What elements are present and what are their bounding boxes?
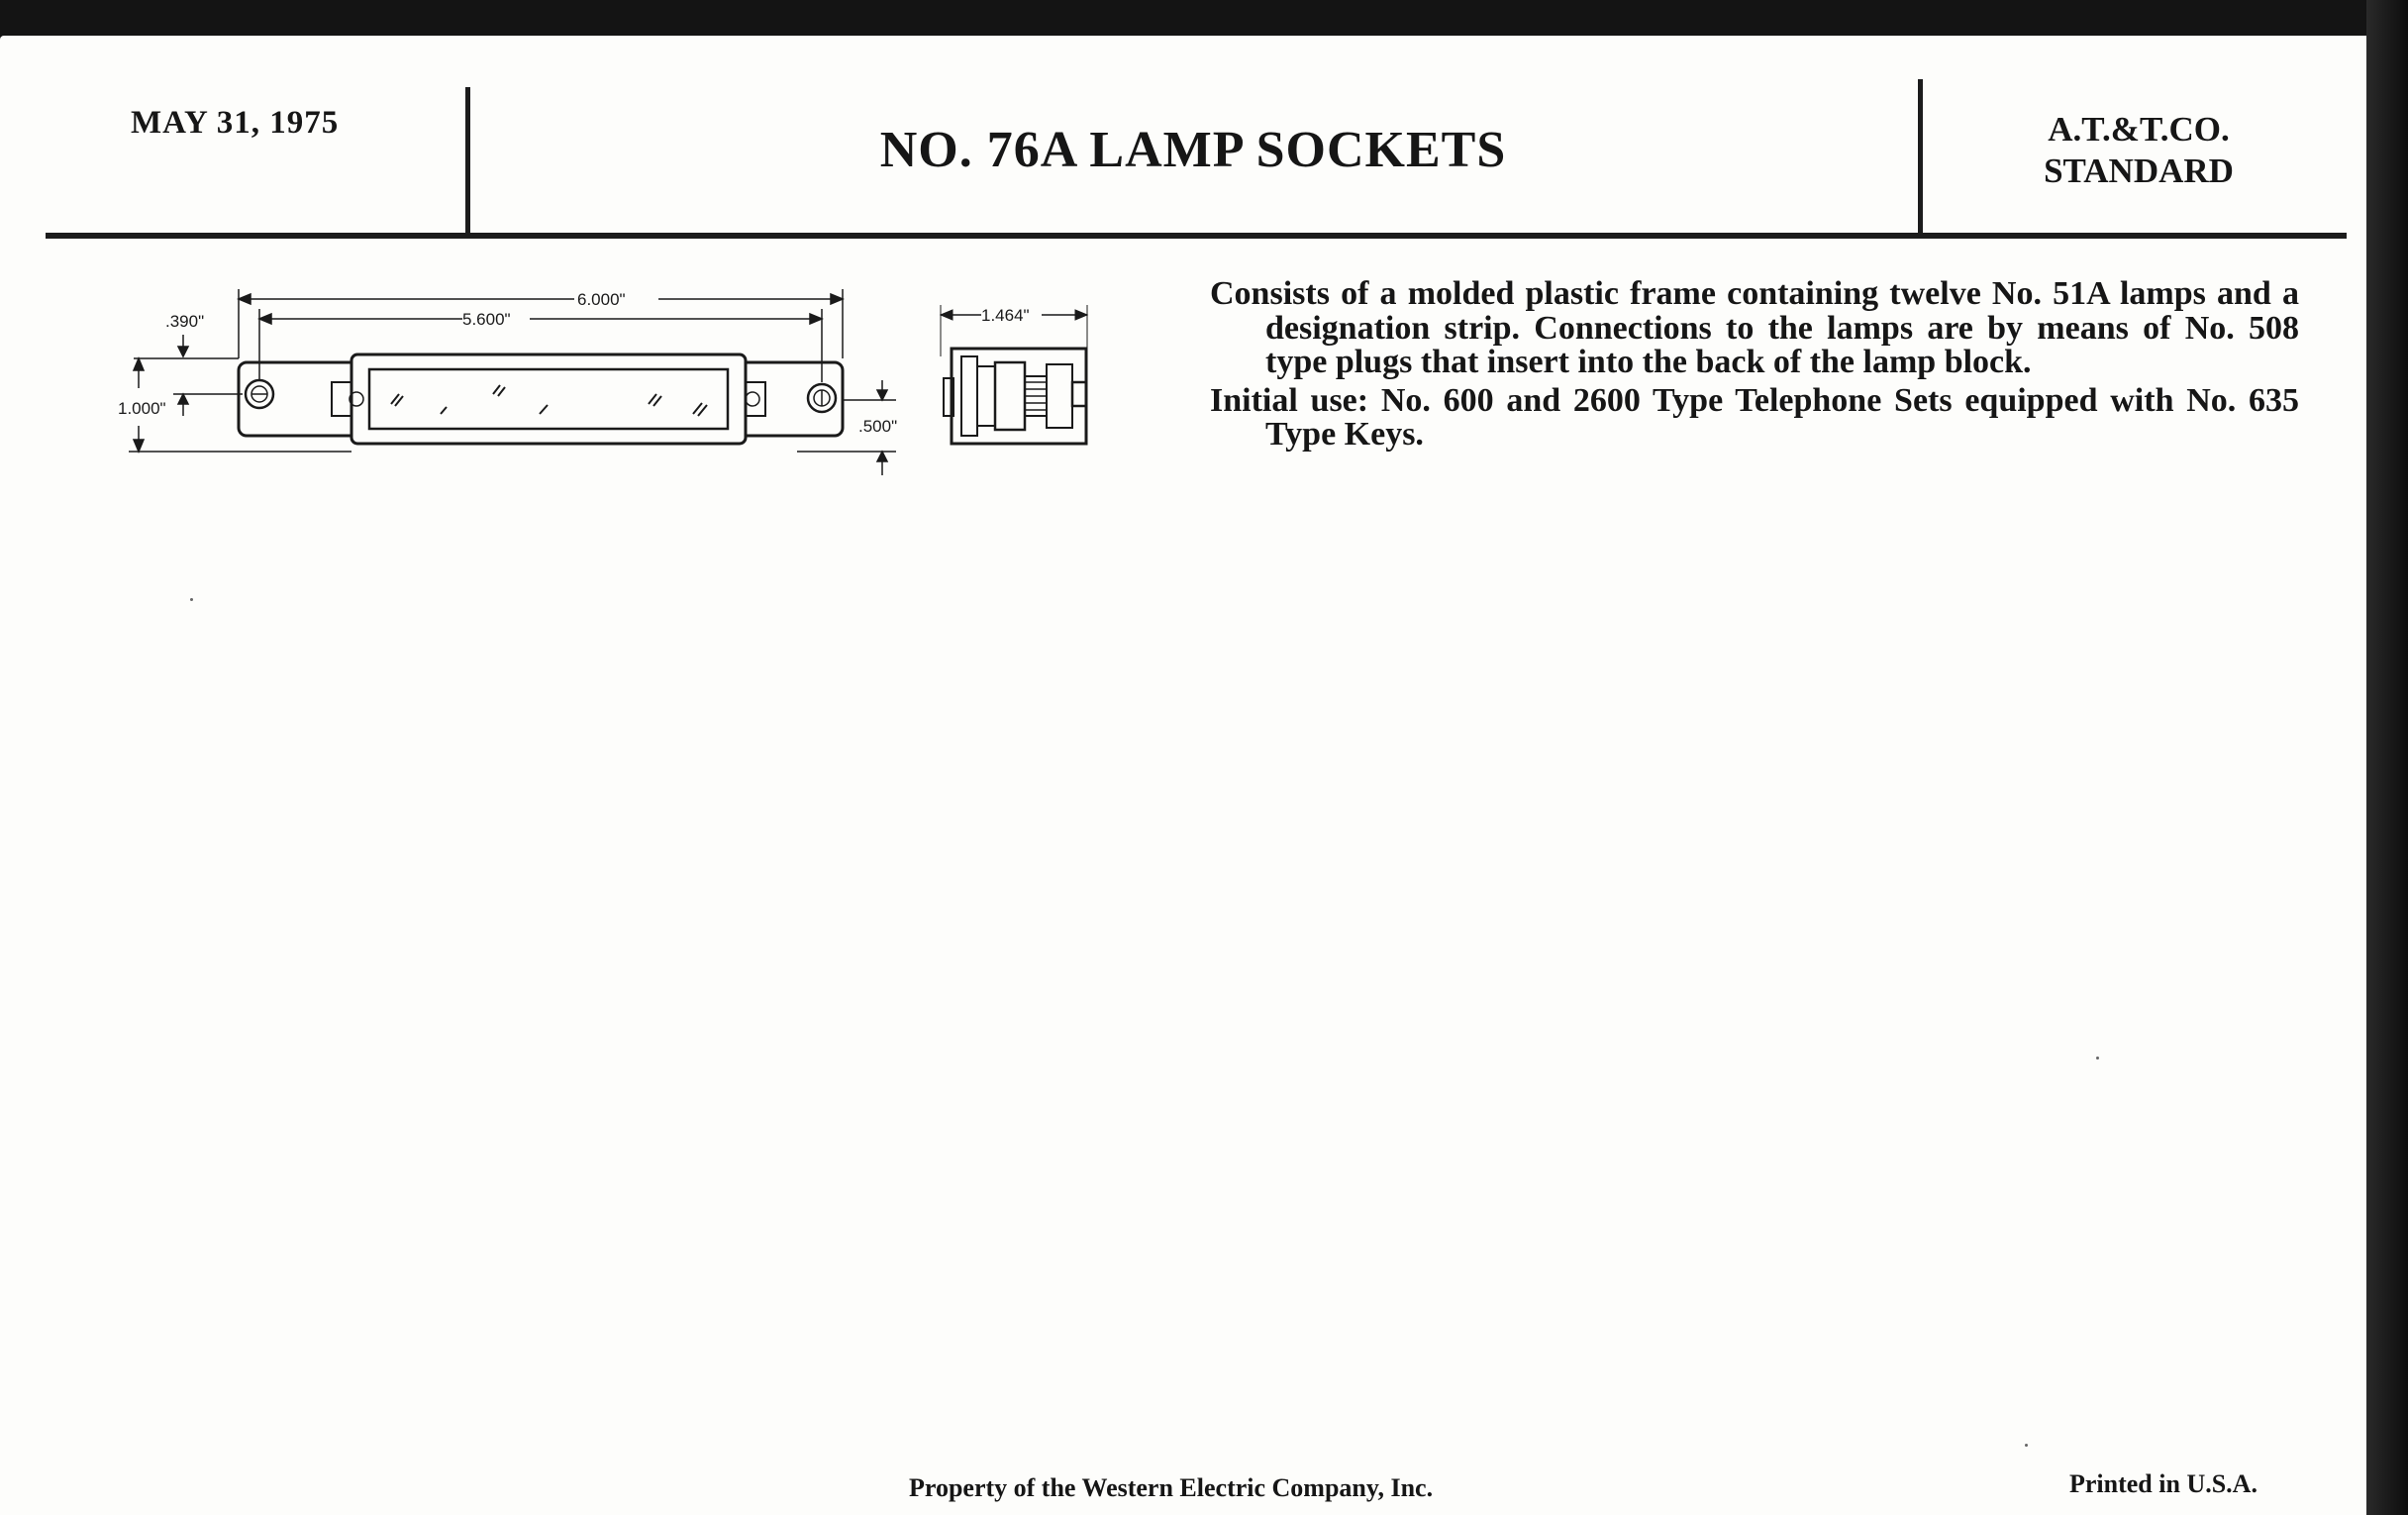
description-paragraph-2: Initial use: No. 600 and 2600 Type Telephone Sets equipped with No. 635 Type Keys. xyxy=(1210,381,2299,453)
card-edge-shadow xyxy=(2366,0,2408,1515)
dim-height: 1.000" xyxy=(118,399,166,418)
footer-printed-notice: Printed in U.S.A. xyxy=(2069,1469,2258,1498)
footer-property-notice: Property of the Western Electric Company, Inc. xyxy=(909,1473,1434,1502)
description xyxy=(1210,277,2299,456)
standard-line-1: A.T.&T.CO. xyxy=(2048,110,2230,149)
dim-inner-width: 5.600" xyxy=(462,310,511,329)
front-view xyxy=(239,354,843,444)
paper-speck xyxy=(190,598,193,601)
side-view xyxy=(941,305,1087,444)
dim-overall-width: 6.000" xyxy=(577,290,626,309)
description-paragraph-1: Consists of a molded plastic frame containing twelve No. 51A lamps and a designation strip. Connections to the lamps are by means of No. 508 type plugs that insert into the back of the lamp block. xyxy=(1210,275,2299,380)
dim-half-height: .500" xyxy=(858,417,898,436)
spec-card xyxy=(0,36,2366,1515)
dim-hole-offset: .390" xyxy=(165,312,205,331)
dim-depth: 1.464" xyxy=(981,306,1030,325)
issue-date: MAY 31, 1975 xyxy=(131,105,340,141)
standard-label xyxy=(1926,109,2352,192)
page-title: NO. 76A LAMP SOCKETS xyxy=(879,122,1507,178)
paper-speck xyxy=(2025,1444,2028,1447)
paper-speck xyxy=(2096,1057,2099,1060)
standard-line-2: STANDARD xyxy=(2044,152,2234,190)
header-rule xyxy=(46,233,2347,239)
header-divider-right xyxy=(1918,79,1923,234)
lamp-socket-drawing xyxy=(114,277,1104,505)
